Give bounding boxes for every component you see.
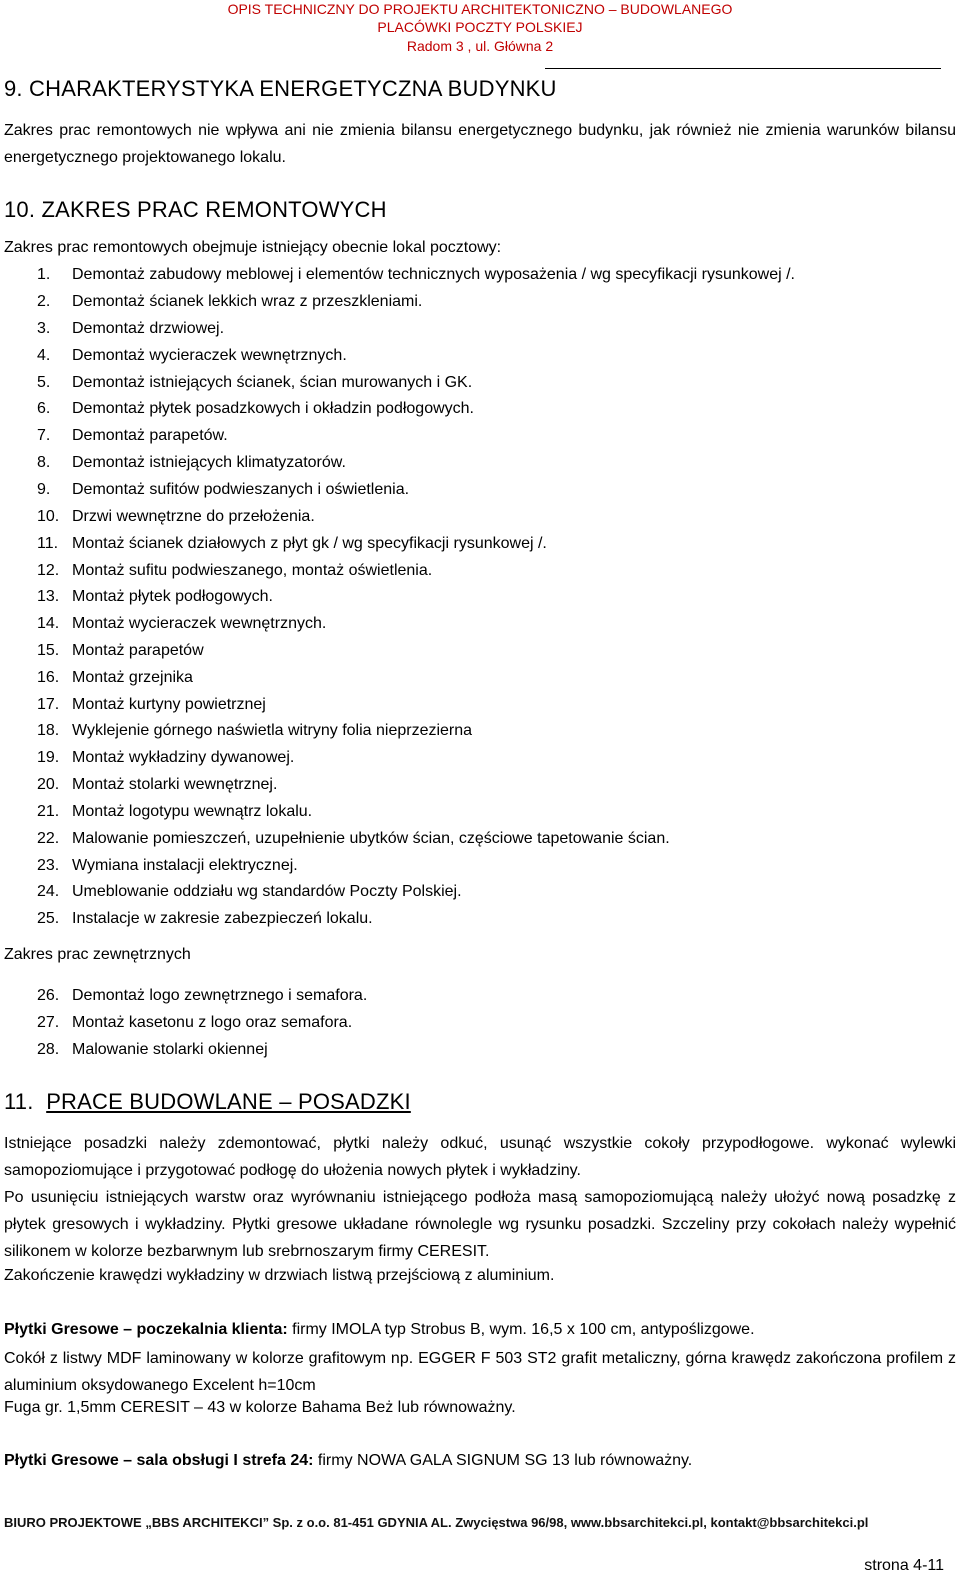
list-item-text: Montaż kurtyny powietrznej <box>72 696 266 713</box>
spec-service-hall-text: firmy NOWA GALA SIGNUM SG 13 lub równoważny. <box>313 1452 693 1469</box>
section-11-number: 11. <box>4 1089 34 1114</box>
list-item-text: Instalacje w zakresie zabezpieczeń lokalu. <box>72 910 373 927</box>
list-item-text: Montaż wycieraczek wewnętrznych. <box>72 615 327 632</box>
list-item-number: 20. <box>37 776 60 793</box>
list-item-number: 3. <box>37 320 51 337</box>
list-item-number: 24. <box>37 883 60 900</box>
list-item <box>37 615 326 633</box>
list-item-number: 5. <box>37 374 51 391</box>
footer-company: BIURO PROJEKTOWE „BBS ARCHITEKCI” Sp. z o.o. 81-451 GDYNIA AL. Zwycięstwa 96/98, www.bbsarchitekci.pl, kontakt@bbsarchitekci.pl <box>4 1515 869 1530</box>
list-item <box>37 910 373 928</box>
spec-service-hall-label: Płytki Gresowe – sala obsługi I strefa 24: <box>4 1452 314 1469</box>
list-item-number: 6. <box>37 400 51 417</box>
list-item-text: Montaż stolarki wewnętrznej. <box>72 776 278 793</box>
list-item <box>37 562 432 580</box>
list-item <box>37 320 224 338</box>
list-item-number: 13. <box>37 588 60 605</box>
list-item <box>37 427 228 445</box>
list-item-text: Wymiana instalacji elektrycznej. <box>72 857 298 874</box>
list-item-number: 12. <box>37 562 60 579</box>
section-11-title-text: PRACE BUDOWLANE – POSADZKI <box>46 1089 411 1114</box>
list-item-number: 18. <box>37 722 60 739</box>
list-item-text: Montaż kasetonu z logo oraz semafora. <box>72 1014 353 1031</box>
list-item-text: Demontaż sufitów podwieszanych i oświetlenia. <box>72 481 410 498</box>
spec-waiting-area-text: firmy IMOLA typ Strobus B, wym. 16,5 x 100 cm, antypoślizgowe. <box>287 1321 755 1338</box>
list-item-text: Demontaż istniejących ścianek, ścian murowanych i GK. <box>72 374 473 391</box>
spec-grout: Fuga gr. 1,5mm CERESIT – 43 w kolorze Bahama Beż lub równoważny. <box>4 1399 516 1416</box>
spec-waiting-area-label: Płytki Gresowe – poczekalnia klienta: <box>4 1321 288 1338</box>
list-item-number: 23. <box>37 857 60 874</box>
list-item <box>37 266 795 284</box>
list-item-number: 27. <box>37 1014 60 1031</box>
list-item-number: 4. <box>37 347 51 364</box>
spec-skirting: Cokół z listwy MDF laminowany w kolorze grafitowym np. EGGER F 503 ST2 grafit metaliczny, górna krawędz zakończona profilem z aluminium oksydowanego Excelent h=10cm <box>4 1350 956 1394</box>
list-item-text: Montaż wykładziny dywanowej. <box>72 749 295 766</box>
list-item <box>37 696 266 714</box>
list-item <box>37 642 204 660</box>
list-item-number: 15. <box>37 642 60 659</box>
list-item-number: 14. <box>37 615 60 632</box>
list-item-number: 19. <box>37 749 60 766</box>
list-item <box>37 722 472 740</box>
list-item-text: Drzwi wewnętrzne do przełożenia. <box>72 508 315 525</box>
list-item <box>37 830 670 848</box>
list-item-number: 28. <box>37 1041 60 1058</box>
list-item <box>37 857 298 875</box>
list-item-number: 11. <box>37 535 59 552</box>
list-item-text: Montaż logotypu wewnątrz lokalu. <box>72 803 313 820</box>
list-item <box>37 669 193 687</box>
spec-service-hall <box>4 1452 692 1470</box>
list-item <box>37 535 547 553</box>
list-item <box>37 883 462 901</box>
list-item <box>37 803 312 821</box>
spec-waiting-area <box>4 1321 755 1339</box>
list-item-number: 9. <box>37 481 51 498</box>
list-item <box>37 293 422 311</box>
list-item-text: Montaż ścianek działowych z płyt gk / wg specyfikacji rysunkowej /. <box>72 535 547 552</box>
section-10-title: 10. ZAKRES PRAC REMONTOWYCH <box>4 197 387 222</box>
list-item <box>37 374 472 392</box>
list-item-text: Demontaż drzwiowej. <box>72 320 225 337</box>
list-item <box>37 749 294 767</box>
list-item <box>37 776 277 794</box>
list-item-text: Malowanie pomieszczeń, uzupełnienie ubytków ścian, częściowe tapetowanie ścian. <box>72 830 670 847</box>
list-item <box>37 588 273 606</box>
list-item-text: Montaż parapetów <box>72 642 204 659</box>
list-item-text: Demontaż parapetów. <box>72 427 228 444</box>
section-11-paragraph-3: Zakończenie krawędzi wykładziny w drzwiach listwą przejściową z aluminium. <box>4 1267 555 1284</box>
header-line-3: Radom 3 , ul. Główna 2 <box>406 38 554 54</box>
page-number: strona 4-11 <box>864 1557 944 1574</box>
list-item <box>37 508 315 526</box>
section-9-text: Zakres prac remontowych nie wpływa ani nie zmienia bilansu energetycznego budynku, jak również nie zmienia warunków bilansu energetycznego projektowanego lokalu. <box>4 122 956 166</box>
list-item-number: 10. <box>37 508 60 525</box>
section-9-title: 9. CHARAKTERYSTYKA ENERGETYCZNA BUDYNKU <box>4 76 557 101</box>
list-item <box>37 347 347 365</box>
list-item-text: Demontaż ścianek lekkich wraz z przeszkleniami. <box>72 293 423 310</box>
list-item-number: 1. <box>37 266 51 283</box>
list-item-text: Demontaż istniejących klimatyzatorów. <box>72 454 346 471</box>
header-rule <box>545 68 941 69</box>
list-item <box>37 1041 268 1059</box>
list-item-number: 25. <box>37 910 60 927</box>
list-item-number: 21. <box>37 803 60 820</box>
list-item-text: Demontaż logo zewnętrznego i semafora. <box>72 987 368 1004</box>
list-item-text: Umeblowanie oddziału wg standardów Poczty Polskiej. <box>72 883 462 900</box>
header-line-1: OPIS TECHNICZNY DO PROJEKTU ARCHITEKTONICZNO – BUDOWLANEGO <box>227 1 733 17</box>
list-item-text: Wyklejenie górnego naświetla witryny folia nieprzezierna <box>72 722 473 739</box>
list-item-number: 22. <box>37 830 60 847</box>
section-11-paragraph-1: Istniejące posadzki należy zdemontować, płytki należy odkuć, usunąć wszystkie cokoły przypodłogowe. wykonać wylewki samopoziomujące i przygotować podłogę do ułożenia nowych płytek i wykładziny. <box>4 1135 956 1179</box>
list-item <box>37 481 409 499</box>
section-11-title <box>4 1089 411 1115</box>
list-item-text: Montaż sufitu podwieszanego, montaż oświetlenia. <box>72 562 433 579</box>
list-item-number: 17. <box>37 696 60 713</box>
list-item <box>37 1014 352 1032</box>
list-item-text: Montaż grzejnika <box>72 669 193 686</box>
list-item-text: Montaż płytek podłogowych. <box>72 588 273 605</box>
section-10-intro: Zakres prac remontowych obejmuje istniejący obecnie lokal pocztowy: <box>4 239 502 256</box>
list-item-text: Malowanie stolarki okiennej <box>72 1041 268 1058</box>
list-item <box>37 400 474 418</box>
list-item <box>37 987 367 1005</box>
list-item <box>37 454 346 472</box>
list-item-number: 7. <box>37 427 51 444</box>
list-item-number: 16. <box>37 669 60 686</box>
list-item-text: Demontaż wycieraczek wewnętrznych. <box>72 347 347 364</box>
list-item-number: 8. <box>37 454 51 471</box>
list-item-number: 26. <box>37 987 60 1004</box>
list-item-text: Demontaż zabudowy meblowej i elementów technicznych wyposażenia / wg specyfikacji rysunkowej /. <box>72 266 795 283</box>
list-item-number: 2. <box>37 293 51 310</box>
external-works-heading: Zakres prac zewnętrznych <box>4 946 191 963</box>
section-11-paragraph-2: Po usunięciu istniejących warstw oraz wyrównaniu istniejącego podłoża masą samopoziomującą należy ułożyć nową posadzkę z płytek gresowych i wykładziny. Płytki gresowe układane równolegle wg rysunku posadzki. Szczeliny przy cokołach należy wypełnić silikonem w kolorze bezbarwnym lub srebrnoszarym firmy CERESIT. <box>4 1189 956 1260</box>
header-line-2: PLACÓWKI POCZTY POLSKIEJ <box>377 19 583 35</box>
list-item-text: Demontaż płytek posadzkowych i okładzin podłogowych. <box>72 400 474 417</box>
